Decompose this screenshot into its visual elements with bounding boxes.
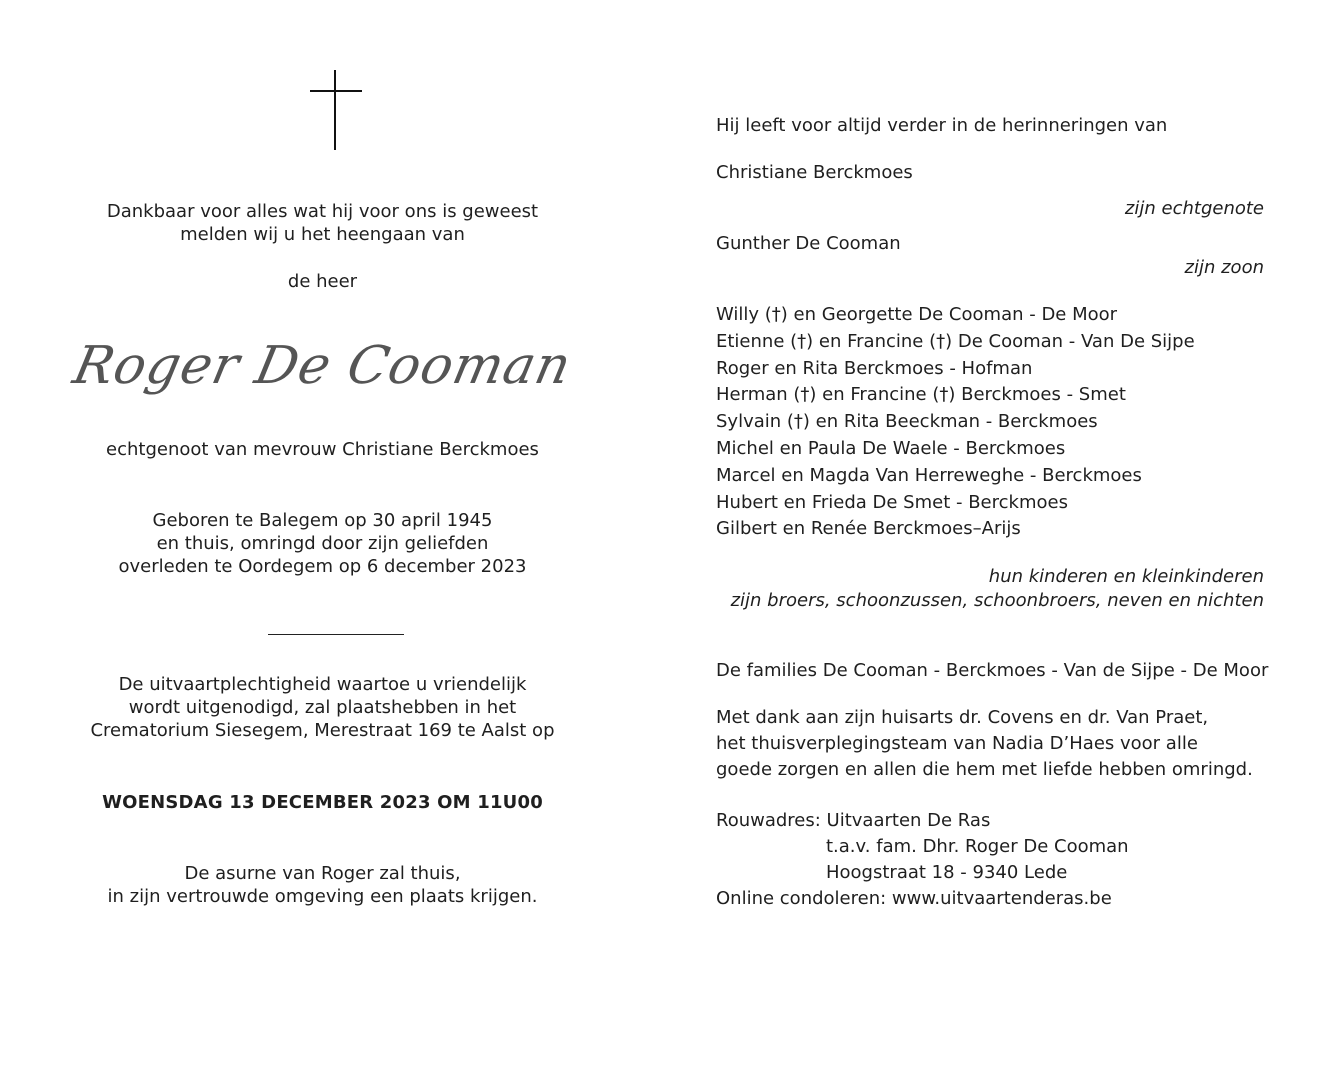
urn-line-2: in zijn vertrouwde omgeving een plaats krijgen. (107, 886, 538, 907)
relatives-role-1: hun kinderen en kleinkinderen (988, 566, 1264, 587)
died-line: overleden te Oordegem op 6 december 2023 (118, 556, 527, 577)
deceased-name: Roger De Cooman (68, 336, 577, 396)
list-item: Willy (†) en Georgette De Cooman - De Moor (716, 304, 1118, 325)
honorific: de heer (287, 271, 358, 292)
list-item: Hubert en Frieda De Smet - Berckmoes (716, 491, 1068, 513)
intro-line-1: Dankbaar voor alles wat hij voor ons is geweest (106, 201, 539, 222)
home-line: en thuis, omringd door zijn geliefden (156, 533, 489, 554)
list-item: Etienne (†) en Francine (†) De Cooman - Van De Sijpe (716, 330, 1195, 352)
mourning-address (716, 808, 1129, 912)
wife-name: Christiane Berckmoes (716, 162, 913, 183)
thanks-text (716, 705, 1253, 783)
funeral-invitation (60, 673, 585, 742)
intro-text (60, 200, 585, 246)
funeral-line-2: wordt uitgenodigd, zal plaatshebben in het (128, 697, 517, 718)
memory-line: Hij leeft voor altijd verder in de herinneringen van (716, 115, 1168, 136)
relatives-role-2: zijn broers, schoonzussen, schoonbroers, neven en nichten (730, 590, 1264, 611)
left-panel (60, 0, 585, 1080)
son-name: Gunther De Cooman (716, 233, 901, 254)
son-role: zijn zoon (1184, 257, 1264, 278)
life-dates (60, 509, 585, 578)
right-panel (716, 0, 1276, 1080)
urn-text (60, 862, 585, 908)
online-condolence-line: Online condoleren: www.uitvaartenderas.be (716, 888, 1112, 909)
list-item: Gilbert en Renée Berckmoes–Arijs (716, 518, 1021, 540)
list-item: Herman (†) en Francine (†) Berckmoes - Smet (716, 384, 1126, 406)
thanks-line-1: Met dank aan zijn huisarts dr. Covens en dr. Van Praet, (716, 707, 1209, 728)
families-line: De families De Cooman - Berckmoes - Van de Sijpe - De Moor (716, 660, 1269, 681)
spouse-line: echtgenoot van mevrouw Christiane Berckmoes (106, 439, 539, 460)
urn-line-1: De asurne van Roger zal thuis, (184, 863, 461, 884)
list-item: Marcel en Magda Van Herreweghe - Berckmoes (716, 464, 1142, 486)
wife-role: zijn echtgenote (1124, 198, 1264, 219)
funeral-line-1: De uitvaartplechtigheid waartoe u vriendelijk (118, 674, 527, 695)
address-line-3: Hoogstraat 18 - 9340 Lede (826, 862, 1068, 883)
intro-line-2: melden wij u het heengaan van (180, 224, 465, 245)
thanks-line-2: het thuisverplegingsteam van Nadia D’Haes voor alle (716, 733, 1198, 754)
list-item: Sylvain (†) en Rita Beeckman - Berckmoes (716, 411, 1098, 433)
list-item: Michel en Paula De Waele - Berckmoes (716, 437, 1066, 459)
list-item: Roger en Rita Berckmoes - Hofman (716, 357, 1033, 379)
address-line-1: Rouwadres: Uitvaarten De Ras (716, 810, 991, 831)
cross-icon (310, 70, 362, 150)
divider-line (268, 634, 404, 635)
born-line: Geboren te Balegem op 30 april 1945 (152, 510, 493, 531)
thanks-line-3: goede zorgen en allen die hem met liefde hebben omringd. (716, 759, 1253, 780)
funeral-line-3: Crematorium Siesegem, Merestraat 169 te Aalst op (90, 720, 555, 741)
relatives-list (716, 302, 1195, 543)
address-line-2: t.a.v. fam. Dhr. Roger De Cooman (826, 836, 1129, 857)
funeral-date: WOENSDAG 13 DECEMBER 2023 OM 11U00 (102, 792, 543, 813)
